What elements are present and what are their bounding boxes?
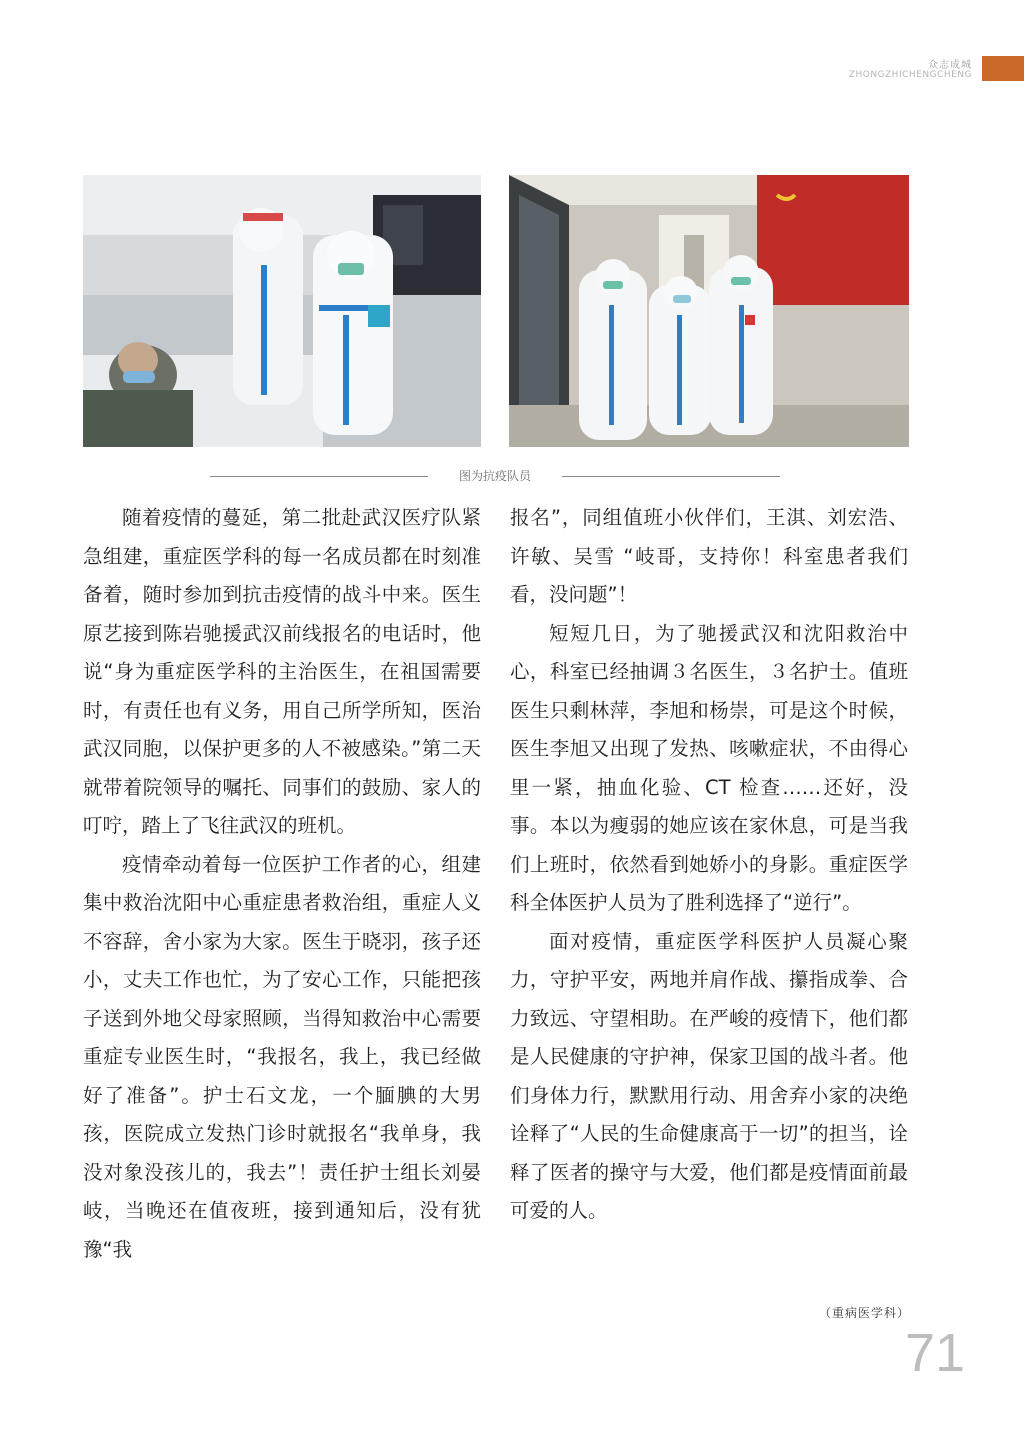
article-paragraph: 随着疫情的蔓延，第二批赴武汉医疗队紧急组建，重症医学科的每一名成员都在时刻准备着，随时参加到抗击疫情的战斗中来。医生原艺接到陈岩驰援武汉前线报名的电话时，他说“身为重症医学科的主治医生，在祖国需要时，有责任也有义务，用自己所学所知，医治武汉同胞，以保护更多的人不被感染。”第二天就带着院领导的嘱托、同事们的鼓励、家人的叮咛，踏上了飞往武汉的班机。 <box>83 506 481 837</box>
photo-ward-nurses <box>83 175 481 447</box>
page-number: 71 <box>905 1323 966 1383</box>
article-paragraph: 面对疫情，重症医学科医护人员凝心聚力，守护平安，两地并肩作战、攥指成拳、合力致远、守望相助。在严峻的疫情下，他们都是人民健康的守护神，保家卫国的战斗者。他们身体力行，默默用行动、用舍弃小家的决绝诠释了“人民的生命健康高于一切”的担当，诠释了医者的操守与大爱，他们都是疫情面前最可爱的人。 <box>510 929 908 1222</box>
photo-corridor-team <box>509 175 909 447</box>
article-byline: （重病医学科） <box>818 1306 910 1320</box>
photo-caption-row <box>210 467 780 485</box>
article-column-left <box>83 499 481 1269</box>
article-column-right <box>510 499 908 1231</box>
section-title-en: ZHONGZHICHENGCHENG <box>848 70 972 80</box>
header-accent-bar <box>982 56 1024 81</box>
article-paragraph: 短短几日，为了驰援武汉和沈阳救治中心，科室已经抽调３名医生，３名护士。值班医生只剩林萍，李旭和杨崇，可是这个时候，医生李旭又出现了发热、咳嗽症状，不由得心里一紧，抽血化验、CT 检查……还好，没事。本以为瘦弱的她应该在家休息，可是当我们上班时，依然看到她娇小的身影。重症医学科全体医护人员为了胜利选择了“逆行”。 <box>510 621 908 914</box>
caption-divider-left <box>210 476 428 477</box>
article-paragraph-continued: 报名”，同组值班小伙伴们，王淇、刘宏浩、许敏、吴雪 “岐哥，支持你！科室患者我们看，没问题”！ <box>510 506 908 606</box>
caption-divider-right <box>562 476 780 477</box>
section-title-cn: 众志成城 <box>928 60 972 71</box>
article-paragraph: 疫情牵动着每一位医护工作者的心，组建集中救治沈阳中心重症患者救治组，重症人义不容辞，舍小家为大家。医生于晓羽，孩子还小，丈夫工作也忙，为了安心工作，只能把孩子送到外地父母家照顾，当得知救治中心需要重症专业医生时，“我报名，我上，我已经做好了准备”。护士石文龙，一个腼腆的大男孩，医院成立发热门诊时就报名“我单身，我没对象没孩儿的，我去”！责任护士组长刘晏岐，当晚还在值夜班，接到通知后，没有犹豫“我 <box>83 852 481 1261</box>
photo-caption: 图为抗疫队员 <box>458 469 531 483</box>
